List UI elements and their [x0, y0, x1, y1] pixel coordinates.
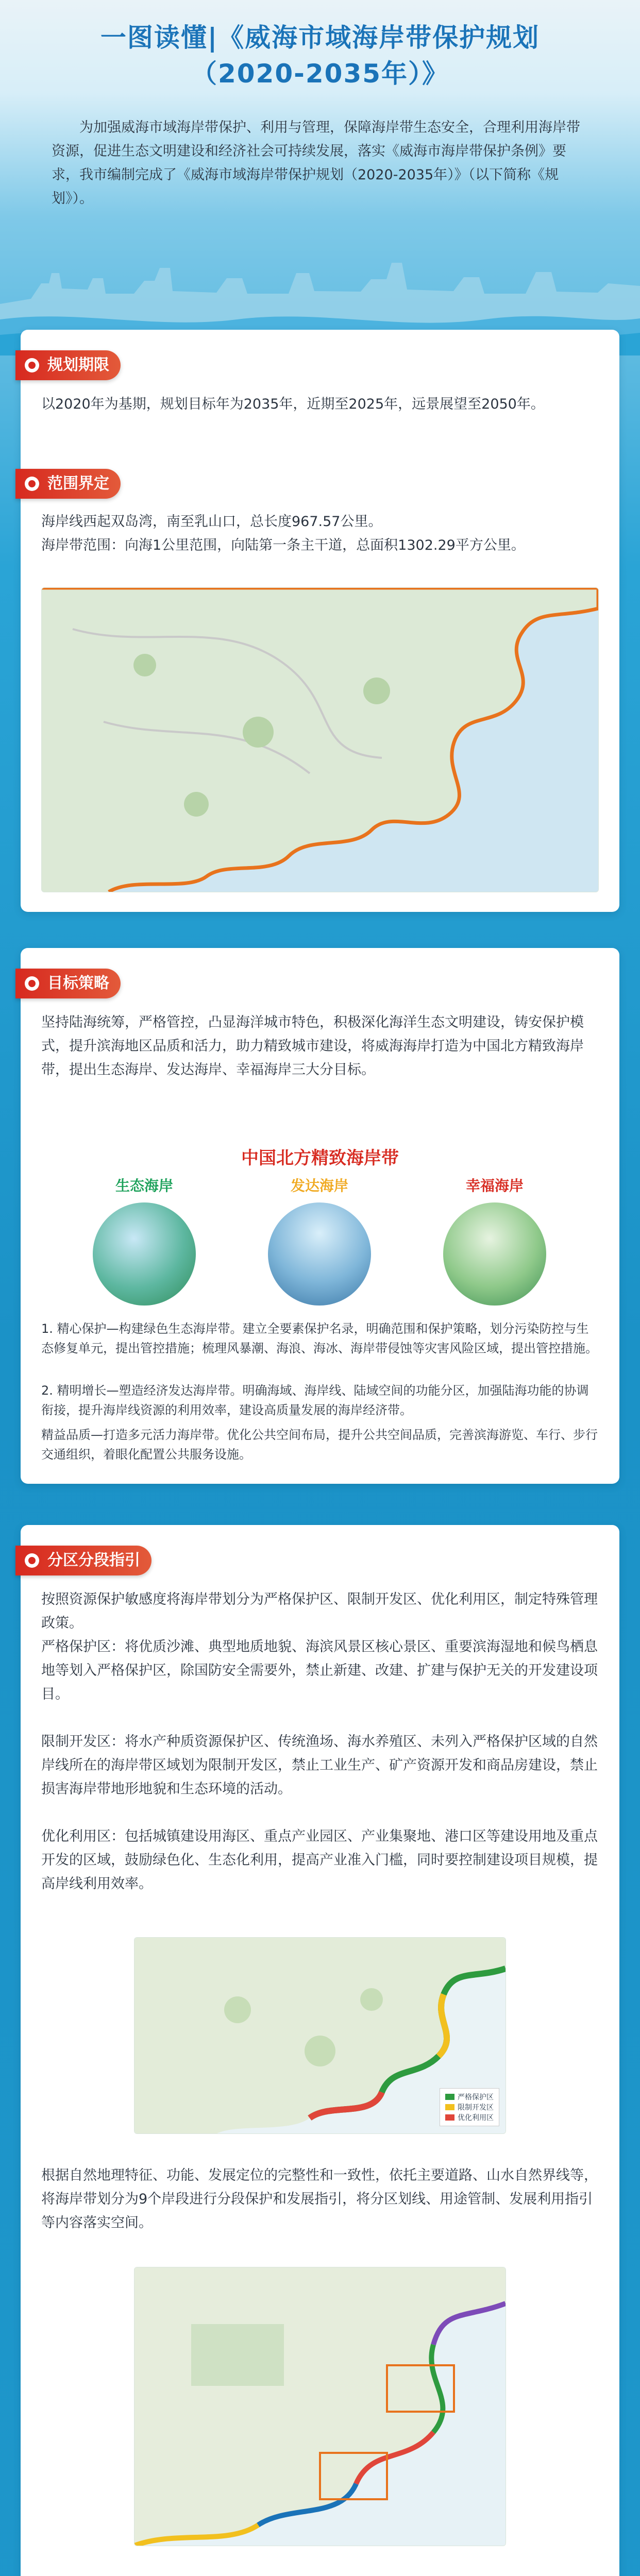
goal-ecology-image — [93, 1202, 196, 1306]
tag-label: 规划期限 — [47, 356, 109, 374]
legend-swatch — [445, 2104, 454, 2110]
goal-ecology — [62, 1175, 227, 1303]
legend-swatch — [445, 2094, 454, 2100]
coastline-map-graphic — [42, 588, 598, 892]
tag-dot-icon — [25, 477, 39, 491]
tag-label: 范围界定 — [47, 474, 109, 493]
segments-map — [134, 2267, 506, 2546]
goals-graphic-title: 中国北方精致海岸带 — [241, 1148, 399, 1168]
goal-point-2: 2. 精明增长—塑造经济发达海岸带。明确海域、海岸线、陆域空间的功能分区，加强陆海功能的协调衔接，提升海岸线资源的利用效率，建设高质量发展的海岸经济带。 — [41, 1383, 589, 1417]
scope-text-2: 海岸带范围：向海1公里范围，向陆第一条主干道，总面积1302.29平方公里。 — [41, 537, 525, 553]
goal-point-1: 1. 精心保护—构建绿色生态海岸带。建立全要素保护名录，明确范围和保护策略，划分污染防控与生态修复单元，提出管控措施；梳理风暴潮、海浪、海冰、海岸带侵蚀等灾害风险区域，提出管控措施。 — [41, 1321, 598, 1355]
scope-text-1: 海岸线西起双岛湾，南至乳山口，总长度967.57公里。 — [41, 514, 382, 530]
coastline-map — [41, 587, 599, 892]
goal-label: 发达海岸 — [290, 1177, 348, 1194]
legend-item: 严格保护区 — [458, 2093, 494, 2102]
goal-point-3: 精益品质—打造多元活力海岸带。优化公共空间布局，提升公共空间品质，完善滨海游览、车行、步行交通组织，着眼化配置公共服务设施。 — [41, 1428, 598, 1462]
page-title: 一图读懂|《威海市域海岸带保护规划 — [100, 23, 540, 53]
tag-dot-icon — [25, 976, 39, 991]
goal-happy — [412, 1175, 577, 1303]
tag-label: 分区分段指引 — [47, 1551, 140, 1569]
card-zoning — [21, 1525, 619, 2576]
legend-swatch — [445, 2114, 454, 2121]
goals-graphic — [52, 1175, 587, 1309]
card-scope — [21, 330, 619, 912]
zoning-map — [134, 1937, 506, 2134]
goal-developed-image — [268, 1202, 371, 1306]
planning-period-text: 以2020年为基期，规划目标年为2035年，近期至2025年，远景展望至2050年。 — [41, 396, 545, 412]
legend-item: 优化利用区 — [458, 2114, 494, 2122]
goal-label: 生态海岸 — [115, 1177, 173, 1194]
legend-item: 限制开发区 — [458, 2104, 494, 2112]
zoning-para-2: 严格保护区：将优质沙滩、典型地质地貌、海滨风景区核心景区、重要滨海湿地和候鸟栖息地等划入严格保护区，除国防安全需要外，禁止新建、改建、扩建与保护无关的开发建设项目。 — [41, 1639, 598, 1702]
tag-planning-period — [15, 350, 121, 380]
intro-text: 为加强威海市域海岸带保护、利用与管理，保障海岸带生态安全，合理利用海岸带资源，促进生态文明建设和经济社会可持续发展，落实《威海市海岸带保护条例》要求，我市编制完成了《威海市域海岸带保护规划（2020-2035年）》（以下简称《规划》）。 — [52, 120, 580, 207]
goals-text: 坚持陆海统筹，严格管控，凸显海洋城市特色，积极深化海洋生态文明建设，铸安保护模式，提升滨海地区品质和活力，助力精致城市建设，将威海海岸打造为中国北方精致海岸带，提出生态海岸、发达海岸、幸福海岸三大分目标。 — [41, 1014, 584, 1078]
page-subtitle: （2020-2035年）》 — [191, 59, 449, 89]
tag-label: 目标策略 — [47, 974, 109, 992]
goal-label: 幸福海岸 — [465, 1177, 524, 1194]
card-goals — [21, 948, 619, 1484]
tag-dot-icon — [25, 358, 39, 372]
title-block — [21, 20, 619, 92]
segments-map-graphic — [134, 2267, 506, 2546]
zoning-para-1: 按照资源保护敏感度将海岸带划分为严格保护区、限制开发区、优化利用区，制定特殊管理政策。 — [41, 1591, 598, 1631]
tag-scope — [15, 469, 121, 499]
zoning-para-5: 根据自然地理特征、功能、发展定位的完整性和一致性，依托主要道路、山水自然界线等，将海岸带划分为9个岸段进行分段保护和发展指引，将分区划线、用途管制、发展利用指引等内容落实空间。 — [41, 2167, 598, 2231]
zoning-para-4: 优化利用区：包括城镇建设用海区、重点产业园区、产业集聚地、港口区等建设用地及重点开发的区域，鼓励绿色化、生态化利用，提高产业准入门槛，同时要控制建设项目规模，提高岸线利用效率。 — [41, 1828, 598, 1892]
tag-goals — [15, 969, 121, 998]
zoning-para-3: 限制开发区：将水产种质资源保护区、传统渔场、海水养殖区、未列入严格保护区域的自然岸线所在的海岸带区域划为限制开发区，禁止工业生产、矿产资源开发和商品房建设，禁止损害海岸带地形地貌和生态环境的活动。 — [41, 1734, 598, 1797]
goal-developed — [237, 1175, 402, 1303]
goal-happy-image — [443, 1202, 546, 1306]
tag-dot-icon — [25, 1553, 39, 1568]
tag-zoning — [15, 1546, 151, 1575]
zoning-legend — [440, 2088, 499, 2126]
